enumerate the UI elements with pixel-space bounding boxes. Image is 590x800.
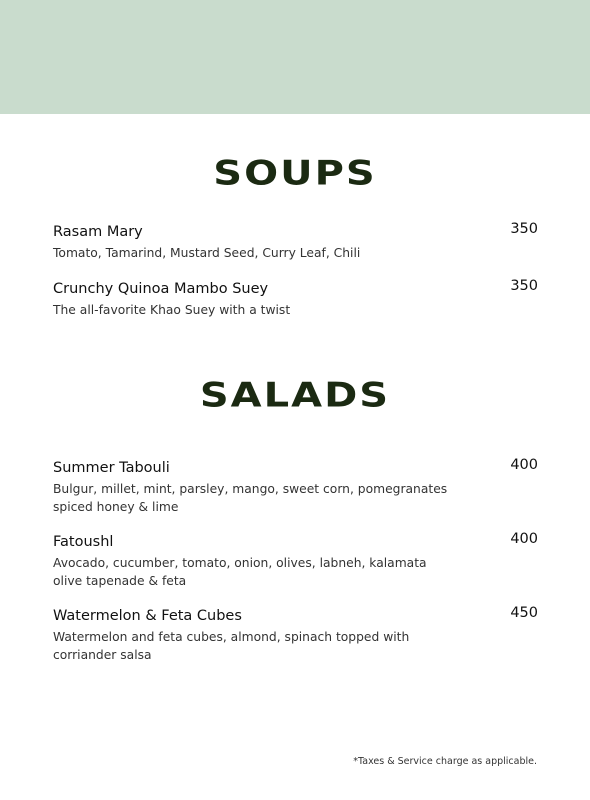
item-description: The all-favorite Khao Suey with a twist	[53, 303, 291, 317]
item-name: Rasam Mary	[53, 224, 143, 240]
item-price: 400	[510, 457, 538, 473]
item-description: Tomato, Tamarind, Mustard Seed, Curry Leaf, Chili	[53, 246, 361, 260]
menu-item	[53, 223, 538, 262]
item-name: Summer Tabouli	[53, 460, 170, 476]
header-band	[0, 0, 590, 114]
section-title-salads: SALADS	[199, 376, 391, 416]
item-name: Fatoushl	[53, 534, 114, 550]
item-price: 350	[510, 278, 538, 294]
menu-item	[53, 459, 538, 516]
item-price: 400	[510, 531, 538, 547]
item-description: Watermelon and feta cubes, almond, spinach topped with corriander salsa	[53, 630, 410, 662]
item-name: Crunchy Quinoa Mambo Suey	[53, 281, 269, 297]
section-title-soups: SOUPS	[213, 154, 377, 194]
item-price: 350	[510, 221, 538, 237]
menu-item	[53, 533, 538, 590]
item-description: Bulgur, millet, mint, parsley, mango, sweet corn, pomegranates spiced honey & lime	[53, 482, 448, 514]
menu-item	[53, 607, 538, 664]
menu-item	[53, 280, 538, 319]
item-description: Avocado, cucumber, tomato, onion, olives, labneh, kalamata olive tapenade & feta	[53, 556, 427, 588]
item-price: 450	[510, 605, 538, 621]
item-name: Watermelon & Feta Cubes	[53, 608, 242, 624]
tax-footnote: *Taxes & Service charge as applicable.	[353, 756, 537, 767]
